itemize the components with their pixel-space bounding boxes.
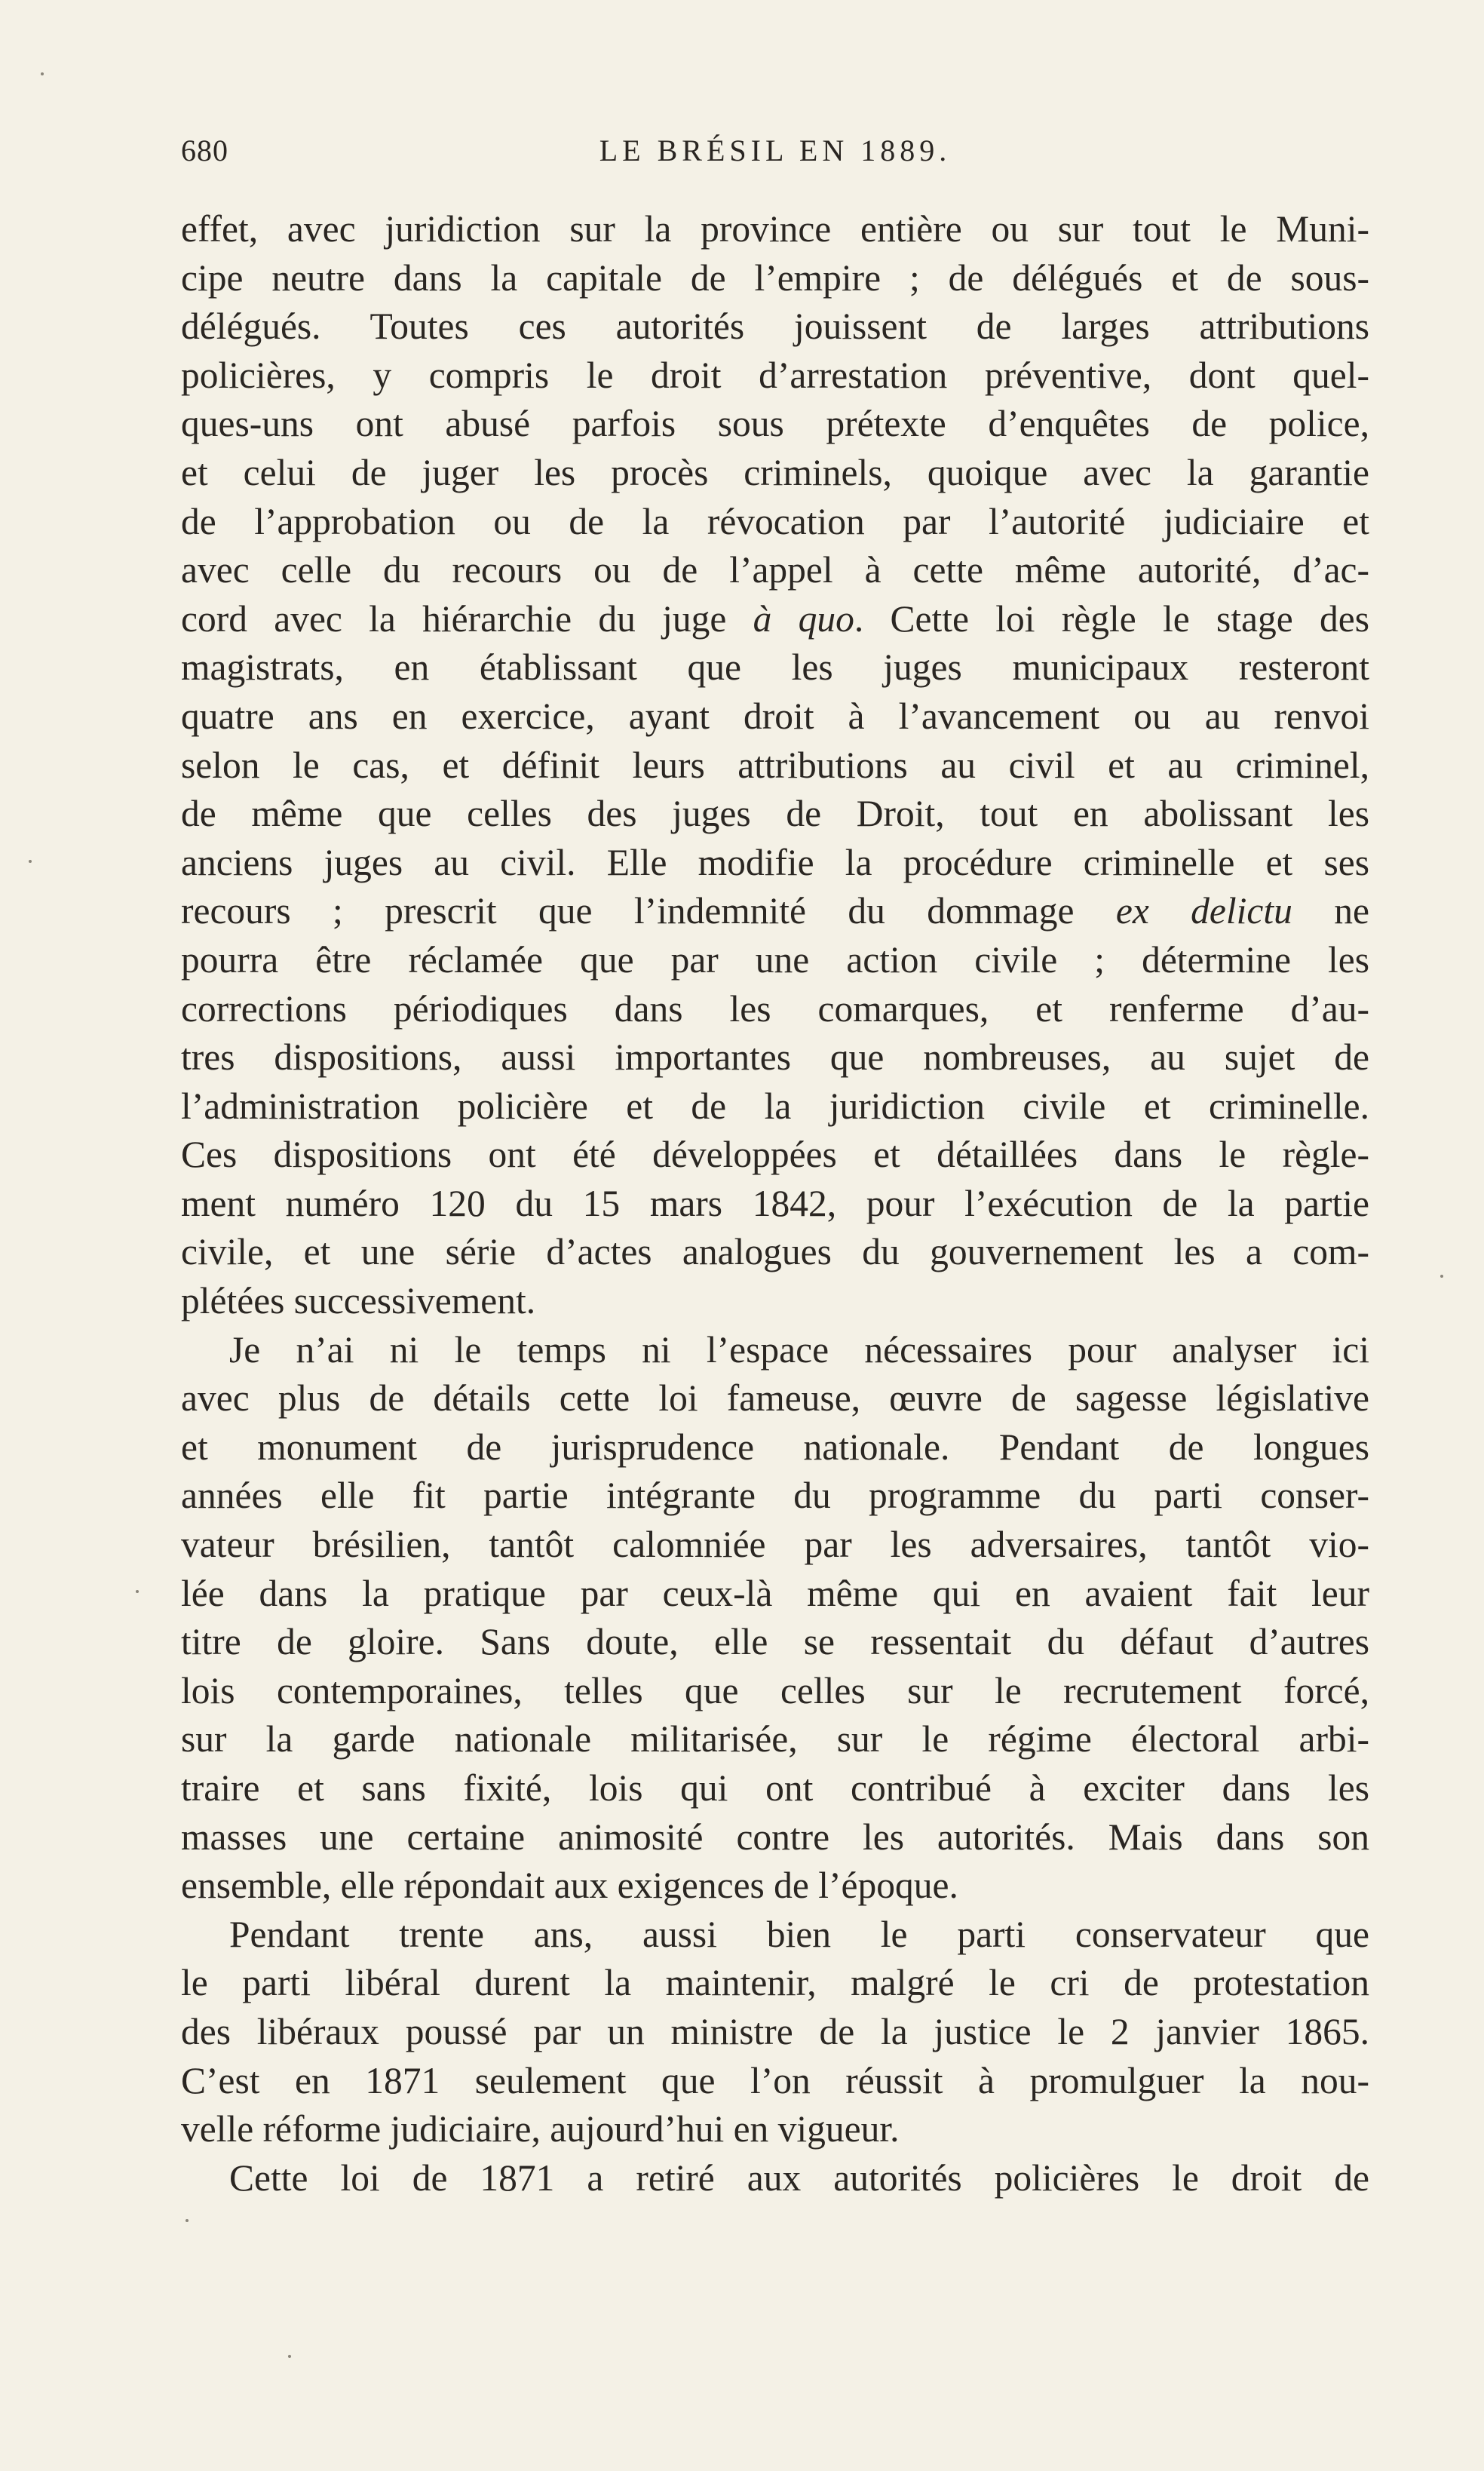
text-line: et monument de jurisprudence nationale. Pendant de longues [181, 1426, 1369, 1468]
paper-speck [186, 2219, 189, 2222]
text-line: masses une certaine animosité contre les autorités. Mais dans son [181, 1816, 1369, 1858]
text-line: traire et sans fixité, lois qui ont contribué à exciter dans les [181, 1767, 1369, 1809]
text-line: Je n’ai ni le temps ni l’espace nécessaires pour analyser ici [229, 1328, 1369, 1371]
text-line: Pendant trente ans, aussi bien le parti conservateur que [229, 1913, 1369, 1955]
text-line: cipe neutre dans la capitale de l’empire ; de délégués et de sous- [181, 256, 1369, 299]
paper-speck [41, 72, 44, 75]
text-run: recours ; prescrit que l’indemnité du dommage [181, 890, 1116, 932]
running-head [181, 133, 1369, 178]
text-line: et celui de juger les procès criminels, quoique avec la garantie [181, 451, 1369, 493]
text-line [181, 887, 1369, 936]
text-line: anciens juges au civil. Elle modifie la procédure criminelle et ses [181, 841, 1369, 883]
text-line: policières, y compris le droit d’arrestation préventive, dont quel- [181, 354, 1369, 396]
text-line: velle réforme judiciaire, aujourd’hui en vigueur. [181, 2108, 900, 2150]
text-line: délégués. Toutes ces autorités jouissent de larges attributions [181, 305, 1369, 348]
text-line: avec plus de détails cette loi fameuse, œuvre de sagesse législative [181, 1377, 1369, 1420]
text-line: civile, et une série d’actes analogues du gouvernement les a com- [181, 1231, 1369, 1273]
text-line: de même que celles des juges de Droit, tout en abolissant les [181, 793, 1369, 835]
text-line: le parti libéral durent la maintenir, malgré le cri de protestation [181, 1962, 1369, 2004]
text-line: vateur brésilien, tantôt calomniée par les adversaires, tantôt vio- [181, 1524, 1369, 1566]
text-line: ques-uns ont abusé parfois sous prétexte d’enquêtes de police, [181, 403, 1369, 445]
text-run: cord avec la hiérarchie du juge [181, 597, 753, 640]
body-text [181, 205, 1369, 2202]
italic-phrase: ex delictu [1115, 890, 1292, 932]
text-line [181, 595, 1369, 644]
paper-speck [136, 1590, 139, 1593]
text-line: magistrats, en établissant que les juges municipaux resteront [181, 646, 1369, 689]
text-line: Cette loi de 1871 a retiré aux autorités policières le droit de [229, 2156, 1369, 2199]
paper-speck [29, 860, 32, 863]
text-line: Ces dispositions ont été développées et détaillées dans le règle- [181, 1134, 1369, 1176]
text-line: avec celle du recours ou de l’appel à cette même autorité, d’ac- [181, 549, 1369, 591]
text-line: C’est en 1871 seulement que l’on réussit à promulguer la nou- [181, 2059, 1369, 2101]
running-title: LE BRÉSIL EN 1889. [599, 134, 952, 167]
paper-speck [1440, 1275, 1443, 1278]
text-line: pourra être réclamée que par une action civile ; détermine les [181, 938, 1369, 981]
text-line: tres dispositions, aussi importantes que nombreuses, au sujet de [181, 1036, 1369, 1079]
text-line: des libéraux poussé par un ministre de la justice le 2 janvier 1865. [181, 2010, 1369, 2052]
text-line: lois contemporaines, telles que celles sur le recrutement forcé, [181, 1669, 1369, 1711]
paper-speck [288, 2355, 291, 2358]
text-line: ment numéro 120 du 15 mars 1842, pour l’exécution de la partie [181, 1182, 1369, 1224]
text-line: ensemble, elle répondait aux exigences de l’époque. [181, 1865, 958, 1907]
text-line: corrections périodiques dans les comarques, et renferme d’au- [181, 987, 1369, 1030]
text-line: sur la garde nationale militarisée, sur le régime électoral arbi- [181, 1718, 1369, 1760]
text-line: quatre ans en exercice, ayant droit à l’avancement ou au renvoi [181, 695, 1369, 737]
italic-phrase: à quo [753, 597, 854, 640]
text-line: années elle fit partie intégrante du programme du parti conser- [181, 1475, 1369, 1517]
text-run: ne [1292, 890, 1369, 932]
text-line: lée dans la pratique par ceux-là même qui en avaient fait leur [181, 1572, 1369, 1614]
text-line: selon le cas, et définit leurs attributions au civil et au criminel, [181, 744, 1369, 786]
page-number: 680 [181, 134, 228, 167]
text-line: titre de gloire. Sans doute, elle se ressentait du défaut d’autres [181, 1621, 1369, 1663]
text-line: plétées successivement. [181, 1280, 536, 1322]
text-run: . Cette loi règle le stage des [854, 597, 1370, 640]
text-line: effet, avec juridiction sur la province entière ou sur tout le Muni- [181, 208, 1369, 250]
text-line: de l’approbation ou de la révocation par l’autorité judiciaire et [181, 500, 1369, 542]
text-line: l’administration policière et de la juridiction civile et criminelle. [181, 1085, 1369, 1127]
